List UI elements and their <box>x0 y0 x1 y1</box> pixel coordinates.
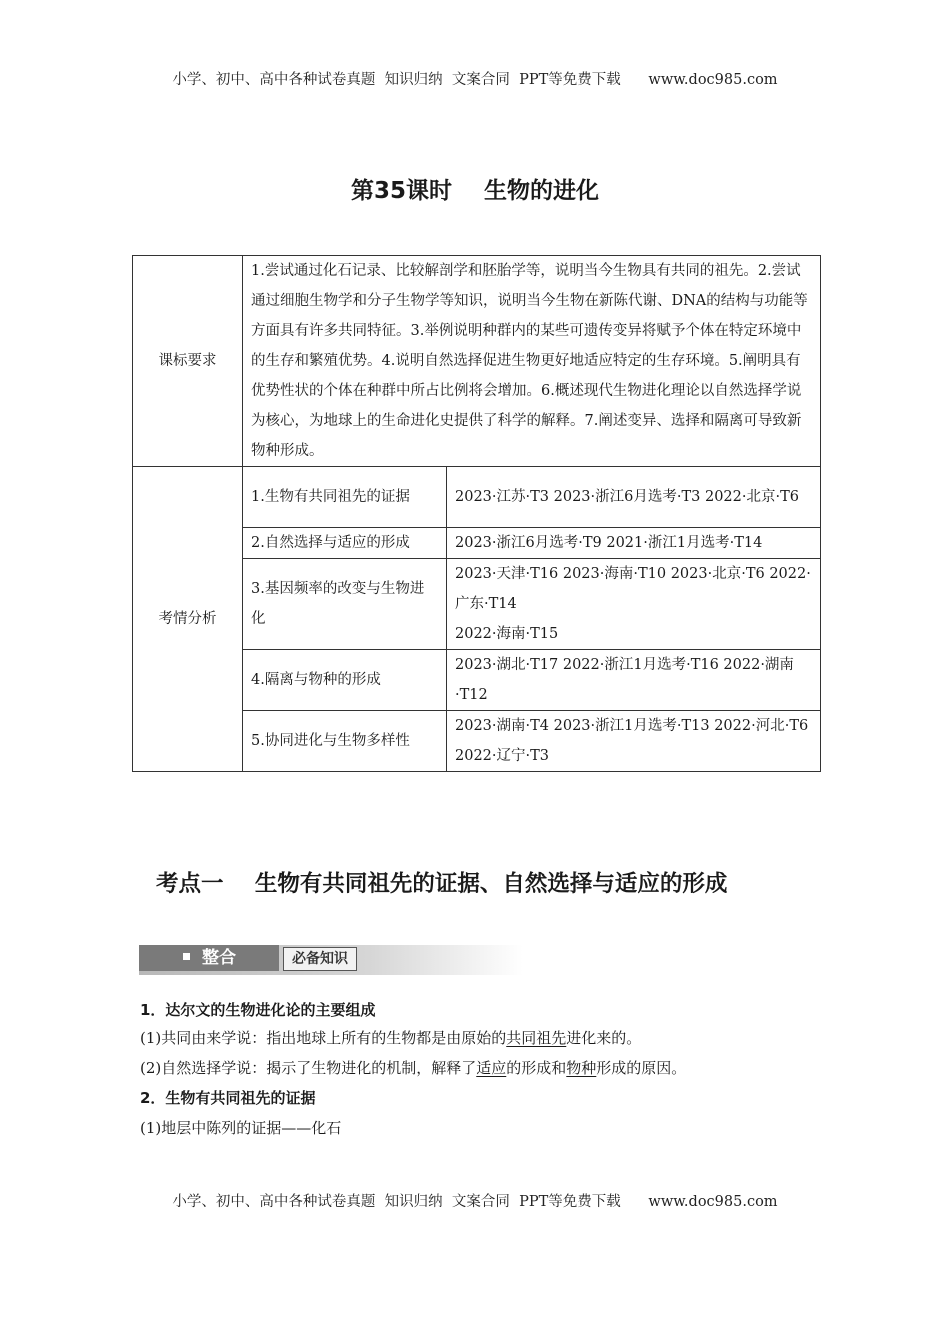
topic-cell: 4.隔离与物种的形成 <box>243 650 447 711</box>
page-footer: 小学、初中、高中各种试卷真题 知识归纳 文案合同 PPT等免费下载 www.doc985.com <box>172 1194 778 1210</box>
text-span: 进化来的。 <box>566 1029 642 1047</box>
topic-cell: 2.自然选择与适应的形成 <box>243 528 447 559</box>
underlined-answer: 适应 <box>476 1059 507 1077</box>
underlined-answer: 物种 <box>566 1059 597 1077</box>
paragraph-1 <box>140 1028 820 1048</box>
section-title: 考点一 生物有共同祖先的证据、自然选择与适应的形成 <box>156 871 728 897</box>
banner-tag: 必备知识 <box>283 947 357 971</box>
banner-main-label: 整合 <box>202 948 236 968</box>
table-row <box>133 467 821 528</box>
page-title: 第35课时 生物的进化 <box>350 178 600 204</box>
exam-cell: 2023·江苏·T3 2023·浙江6月选考·T3 2022·北京·T6 <box>447 467 821 528</box>
exam-line: 2022·海南·T15 <box>455 626 559 642</box>
banner-main <box>139 945 279 971</box>
text-span: 的形成和 <box>506 1059 567 1077</box>
heading-1: 1．达尔文的生物进化论的主要组成 <box>140 1001 376 1019</box>
square-icon <box>183 953 190 960</box>
section-banner <box>139 945 523 975</box>
exam-cell <box>447 559 821 650</box>
text-span: (2)自然选择学说：揭示了生物进化的机制，解释了 <box>140 1059 477 1077</box>
exam-cell: 2023·湖南·T4 2023·浙江1月选考·T13 2022·河北·T6 2022·辽宁·T3 <box>447 711 821 772</box>
curriculum-table <box>132 255 821 772</box>
requirement-label: 课标要求 <box>133 256 243 467</box>
exam-cell: 2023·湖北·T17 2022·浙江1月选考·T16 2022·湖南·T12 <box>447 650 821 711</box>
requirement-text: 1.尝试通过化石记录、比较解剖学和胚胎学等，说明当今生物具有共同的祖先。2.尝试通过细胞生物学和分子生物学等知识，说明当今生物在新陈代谢、DNA的结构与功能等方面具有许多共同特征。3.举例说明种群内的某些可遗传变异将赋予个体在特定环境中的生存和繁殖优势。4.说明自然选择促进生物更好地适应特定的生存环境。5.阐明具有优势性状的个体在种群中所占比例将会增加。6.概述现代生物进化理论以自然选择学说为核心，为地球上的生命进化史提供了科学的解释。7.阐述变异、选择和隔离可导致新物种形成。 <box>243 256 821 467</box>
underlined-answer: 共同祖先 <box>506 1029 567 1047</box>
paragraph-3: (1)地层中陈列的证据——化石 <box>140 1119 342 1137</box>
topic-cell: 5.协同进化与生物多样性 <box>243 711 447 772</box>
page-header: 小学、初中、高中各种试卷真题 知识归纳 文案合同 PPT等免费下载 www.doc985.com <box>172 72 778 88</box>
text-span: 形成的原因。 <box>596 1059 687 1077</box>
heading-2: 2．生物有共同祖先的证据 <box>140 1089 316 1107</box>
topic-cell: 1.生物有共同祖先的证据 <box>243 467 447 528</box>
table-row <box>133 256 821 467</box>
paragraph-2 <box>140 1058 820 1078</box>
text-span: (1)共同由来学说：指出地球上所有的生物都是由原始的 <box>140 1029 507 1047</box>
topic-cell: 3.基因频率的改变与生物进化 <box>243 559 447 650</box>
exam-line: 2023·天津·T16 2023·海南·T10 2023·北京·T6 2022·广东·T14 <box>455 566 811 612</box>
analysis-label: 考情分析 <box>133 467 243 772</box>
exam-cell: 2023·浙江6月选考·T9 2021·浙江1月选考·T14 <box>447 528 821 559</box>
